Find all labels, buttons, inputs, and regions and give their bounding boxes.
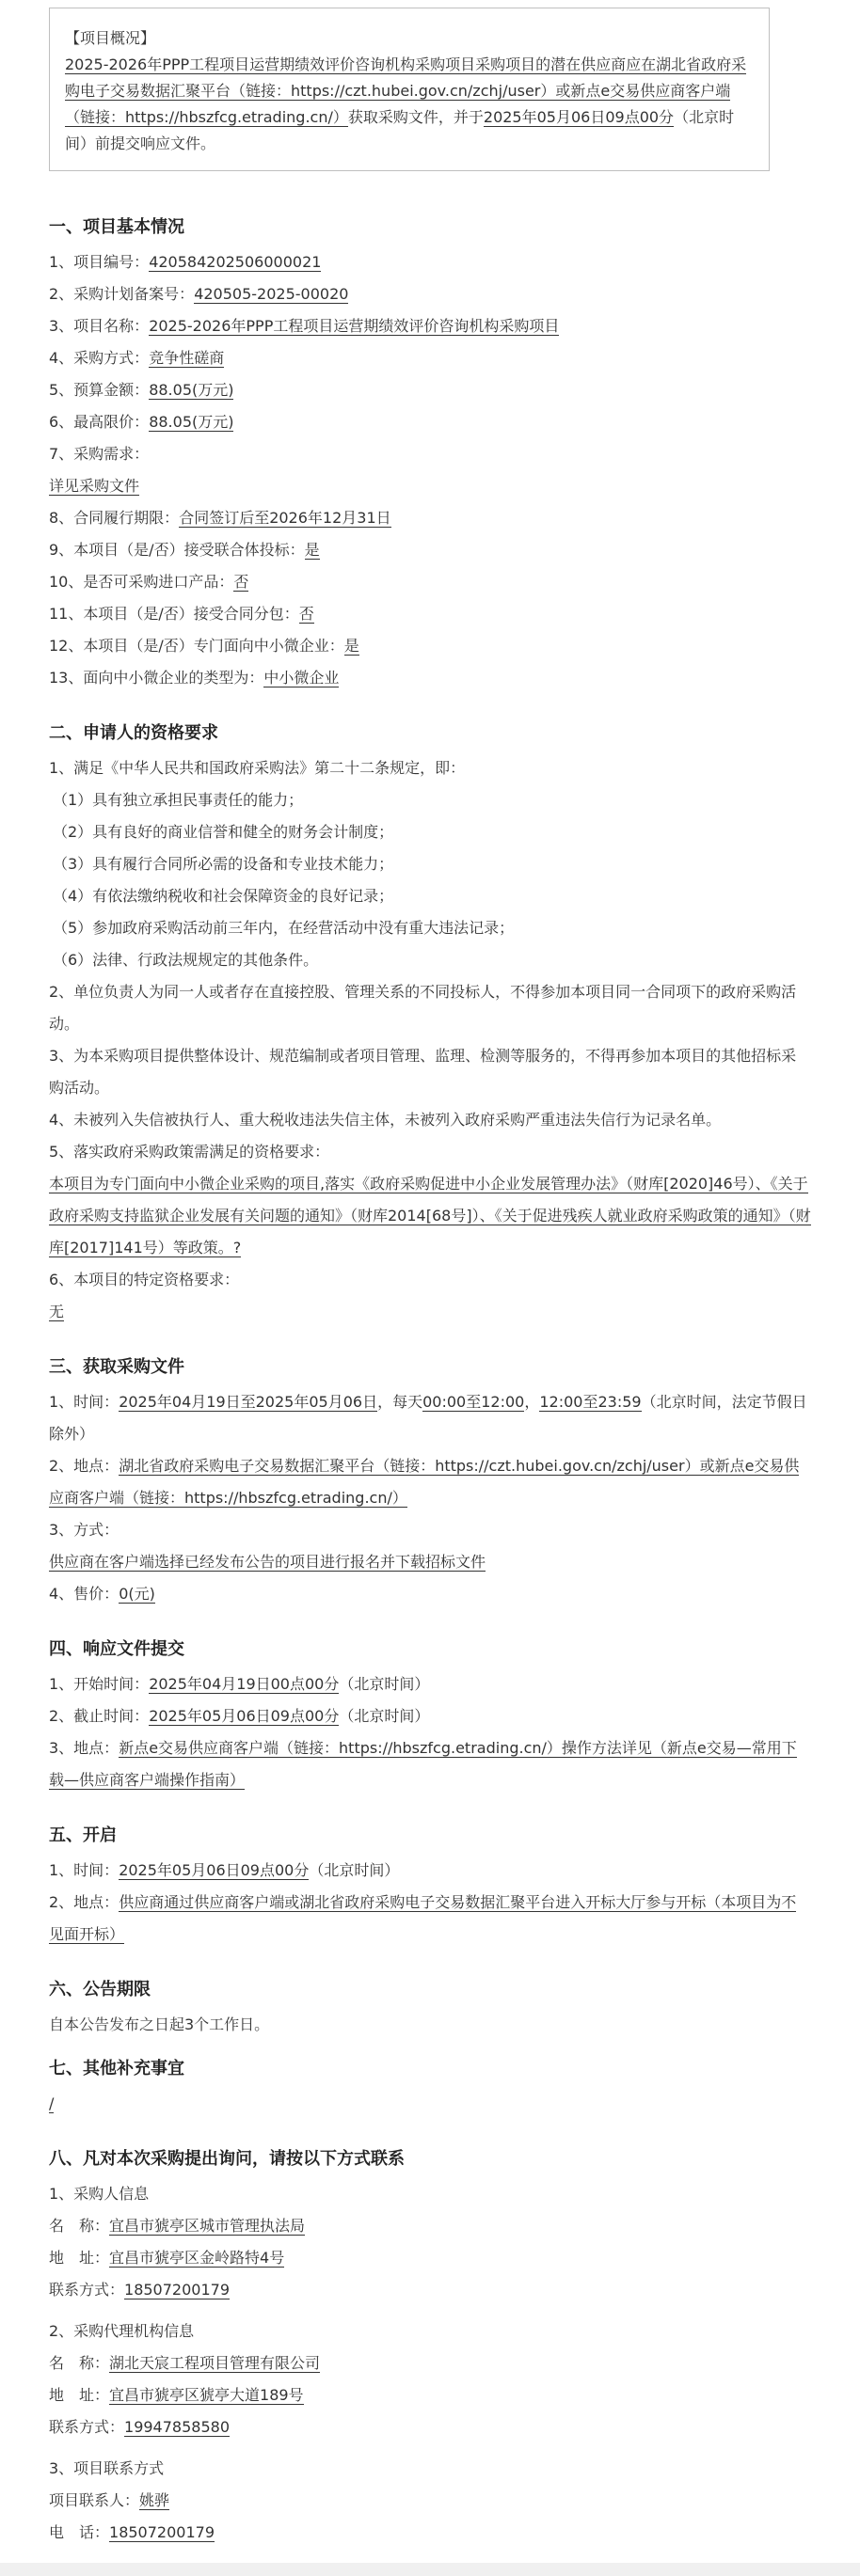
- field-value: 19947858580: [124, 2418, 230, 2436]
- specific-req-text: [49, 1296, 811, 1328]
- field-value: 供应商在客户端选择已经发布公告的项目进行报名并下载招标文件: [49, 1553, 486, 1571]
- field-value: 湖北天宸工程项目管理有限公司: [109, 2354, 321, 2372]
- field-value: 18507200179: [109, 2523, 215, 2541]
- buyer-title: 1、采购人信息: [49, 2185, 150, 2203]
- buyer-phone: [49, 2274, 811, 2306]
- info-value: 88.05(万元): [149, 413, 234, 431]
- field-label: 3、地点：: [49, 1739, 119, 1757]
- info-row: [49, 310, 811, 342]
- info-row: [49, 278, 811, 310]
- field-label: 1、时间：: [49, 1861, 119, 1879]
- info-row: [49, 566, 811, 598]
- field-label: 1、开始时间：: [49, 1675, 150, 1693]
- qualification-item: 4、未被列入失信被执行人、重大税收违法失信主体，未被列入政府采购严重违法失信行为记录名单。: [49, 1111, 722, 1129]
- info-label: 7、采购需求：: [49, 445, 150, 463]
- policy-text: [49, 1168, 811, 1264]
- info-row: [49, 470, 811, 502]
- agency-name: [49, 2347, 811, 2379]
- field-value: 新点e交易供应商客户端（链接：https://hbszfcg.etrading.cn/）操作方法详见（新点e交易—常用下载—供应商客户端操作指南）: [49, 1739, 797, 1789]
- info-row: [49, 246, 811, 278]
- qualification-intro: 1、满足《中华人民共和国政府采购法》第二十二条规定，即：: [49, 759, 466, 777]
- field-value: 湖北省政府采购电子交易数据汇聚平台（链接：https://czt.hubei.gov.cn/zchj/user）或新点e交易供应商客户端（链接：https://hbszfcg.etrading.cn/）: [49, 1457, 800, 1507]
- field-value: 2025年05月06日09点00分: [149, 1707, 340, 1725]
- submission-start: [49, 1668, 811, 1700]
- agency-phone: [49, 2411, 811, 2443]
- section-title: 七、其他补充事宜: [49, 2059, 184, 2078]
- field-text: （北京时间，法定节假日除外）: [49, 1393, 807, 1443]
- info-value: 否: [298, 605, 314, 623]
- qualification-item: 2、单位负责人为同一人或者存在直接控股、管理关系的不同投标人，不得参加本项目同一合同项下的政府采购活动。: [49, 983, 797, 1033]
- contact-person: [49, 2485, 811, 2517]
- field-label: 1、时间：: [49, 1393, 119, 1411]
- section-title: 三、获取采购文件: [49, 1357, 184, 1377]
- info-value: 竞争性磋商: [149, 349, 225, 367]
- info-row: [49, 534, 811, 566]
- page-footer-strip: [0, 2563, 860, 2576]
- field-text: （北京时间）: [339, 1675, 430, 1693]
- section-notice-period: [49, 1971, 811, 2041]
- field-label: 2、地点：: [49, 1893, 119, 1911]
- field-label: 联系方式：: [49, 2281, 125, 2299]
- section-title: 五、开启: [49, 1825, 117, 1845]
- field-label: 电 话：: [49, 2523, 110, 2541]
- section-qualifications: [49, 715, 811, 1328]
- info-value: 否: [233, 573, 249, 591]
- field-value: 姚骅: [139, 2491, 170, 2509]
- submission-place: [49, 1732, 811, 1796]
- contact-title: 3、项目联系方式: [49, 2459, 165, 2477]
- field-value: 00:00至12:00: [422, 1393, 525, 1411]
- info-value: 是: [343, 637, 359, 655]
- field-label: 联系方式：: [49, 2418, 125, 2436]
- info-value: 详见采购文件: [49, 477, 140, 495]
- obtain-place: [49, 1450, 811, 1514]
- field-value: 2025年05月06日09点00分: [119, 1861, 310, 1879]
- overview-heading: 【项目概况】: [65, 29, 156, 47]
- info-label: 12、本项目（是/否）专门面向中小微企业：: [49, 637, 344, 655]
- qualification-condition: （6）法律、行政法规规定的其他条件。: [53, 951, 319, 969]
- field-value: 12:00至23:59: [539, 1393, 642, 1411]
- policy-label: 5、落实政府采购政策需满足的资格要求：: [49, 1143, 330, 1161]
- specific-req-value: 无: [49, 1303, 65, 1320]
- field-value: 18507200179: [124, 2281, 230, 2299]
- field-label: 4、售价：: [49, 1585, 119, 1603]
- section-basic-info: [49, 209, 811, 694]
- section-obtain-documents: [49, 1349, 811, 1610]
- field-label: 地 址：: [49, 2386, 110, 2404]
- opening-place: [49, 1887, 811, 1951]
- section-title: 六、公告期限: [49, 1980, 151, 1999]
- submission-end: [49, 1700, 811, 1732]
- info-value: 是: [304, 541, 320, 559]
- section-title: 四、响应文件提交: [49, 1639, 184, 1659]
- info-row: [49, 406, 811, 438]
- field-value: 2025年04月19日至2025年05月06日: [119, 1393, 378, 1411]
- info-row: [49, 598, 811, 630]
- qualification-condition: （2）具有良好的商业信誉和健全的财务会计制度；: [53, 823, 394, 841]
- project-overview-box: [49, 8, 770, 171]
- obtain-method-label: 3、方式：: [49, 1521, 119, 1539]
- policy-value: 本项目为专门面向中小微企业采购的项目,落实《政府采购促进中小企业发展管理办法》（财库[2020]46号）、《关于政府采购支持监狱企业发展有关问题的通知》（财库2014[68号]）、《关于促进残疾人就业政府采购政策的通知》（财库[2017]141号）等政策。?: [49, 1175, 811, 1256]
- buyer-name: [49, 2210, 811, 2242]
- info-value: 420505-2025-00020: [194, 285, 349, 303]
- contact-phone: [49, 2517, 811, 2549]
- info-label: 10、是否可采购进口产品：: [49, 573, 234, 591]
- agency-title: 2、采购代理机构信息: [49, 2322, 195, 2340]
- qualification-item: 3、为本采购项目提供整体设计、规范编制或者项目管理、监理、检测等服务的，不得再参加本项目的其他招标采购活动。: [49, 1047, 797, 1097]
- info-label: 5、预算金额：: [49, 381, 150, 399]
- section-title: 二、申请人的资格要求: [49, 723, 218, 743]
- info-row: [49, 630, 811, 662]
- field-label: 名 称：: [49, 2217, 110, 2235]
- field-value: /: [49, 2094, 55, 2112]
- qualification-condition: （3）具有履行合同所必需的设备和专业技术能力；: [53, 855, 394, 873]
- info-label: 8、合同履行期限：: [49, 509, 180, 527]
- info-label: 4、采购方式：: [49, 349, 150, 367]
- field-value: 0(元): [119, 1585, 155, 1603]
- info-label: 13、面向中小微企业的类型为：: [49, 669, 264, 687]
- info-value: 合同签订后至2026年12月31日: [179, 509, 391, 527]
- section-other-matters: [49, 2050, 811, 2120]
- overview-deadline: 2025年05月06日09点00分: [483, 108, 675, 126]
- info-label: 2、采购计划备案号：: [49, 285, 195, 303]
- obtain-method: [49, 1546, 811, 1578]
- info-label: 3、项目名称：: [49, 317, 150, 335]
- obtain-price: [49, 1578, 811, 1610]
- field-value: 宜昌市猇亭区金岭路特4号: [109, 2249, 285, 2267]
- field-text: ，每天: [377, 1393, 423, 1411]
- info-row: [49, 374, 811, 406]
- field-text: （北京时间）: [339, 1707, 430, 1725]
- qualification-condition: （5）参加政府采购活动前三年内，在经营活动中没有重大违法记录；: [53, 919, 515, 937]
- info-value: 中小微企业: [263, 669, 340, 687]
- section-title: 一、项目基本情况: [49, 217, 184, 237]
- field-text: ，: [524, 1393, 540, 1411]
- info-label: 11、本项目（是/否）接受合同分包：: [49, 605, 299, 623]
- section-opening: [49, 1817, 811, 1951]
- field-label: 2、地点：: [49, 1457, 119, 1475]
- field-value: 宜昌市猇亭区城市管理执法局: [109, 2217, 306, 2235]
- info-value: 420584202506000021: [149, 253, 322, 271]
- field-text: （北京时间）: [309, 1861, 400, 1879]
- info-row: [49, 342, 811, 374]
- info-row: [49, 662, 811, 694]
- qualification-condition: （1）具有独立承担民事责任的能力；: [53, 791, 304, 809]
- info-row: [49, 502, 811, 534]
- other-matters-text: [49, 2088, 811, 2120]
- notice-period-text: 自本公告发布之日起3个工作日。: [49, 2015, 270, 2033]
- info-row: [49, 438, 811, 470]
- qualification-condition: （4）有依法缴纳税收和社会保障资金的良好记录；: [53, 887, 394, 905]
- section-submission: [49, 1631, 811, 1796]
- section-contact: [49, 2141, 811, 2549]
- buyer-address: [49, 2242, 811, 2274]
- info-label: 6、最高限价：: [49, 413, 150, 431]
- section-title: 八、凡对本次采购提出询问，请按以下方式联系: [49, 2149, 405, 2169]
- opening-time: [49, 1855, 811, 1887]
- overview-mid: 获取采购文件，并于: [347, 108, 484, 126]
- field-label: 地 址：: [49, 2249, 110, 2267]
- overview-tail: （北京时间）前提交响应文件。: [65, 108, 735, 152]
- info-value: 2025-2026年PPP工程项目运营期绩效评价咨询机构采购项目: [149, 317, 560, 335]
- specific-req-label: 6、本项目的特定资格要求：: [49, 1271, 240, 1288]
- field-label: 2、截止时间：: [49, 1707, 150, 1725]
- field-value: 宜昌市猇亭区猇亭大道189号: [109, 2386, 304, 2404]
- overview-lead: 2025-2026年PPP工程项目运营期绩效评价咨询机构采购项目采购项目的潜在供应商应在湖北省政府采购电子交易数据汇聚平台（链接：https://czt.hubei.gov.cn/zchj/user）或新点e交易供应商客户端（链接：https://hbszfcg.etrading.cn/）: [65, 55, 747, 126]
- field-label: 名 称：: [49, 2354, 110, 2372]
- agency-address: [49, 2379, 811, 2411]
- field-value: 2025年04月19日00点00分: [149, 1675, 340, 1693]
- info-value: 88.05(万元): [149, 381, 234, 399]
- obtain-time: [49, 1386, 811, 1450]
- info-label: 9、本项目（是/否）接受联合体投标：: [49, 541, 305, 559]
- info-label: 1、项目编号：: [49, 253, 150, 271]
- field-value: 供应商通过供应商客户端或湖北省政府采购电子交易数据汇聚平台进入开标大厅参与开标（本项目为不见面开标）: [49, 1893, 797, 1943]
- field-label: 项目联系人：: [49, 2491, 140, 2509]
